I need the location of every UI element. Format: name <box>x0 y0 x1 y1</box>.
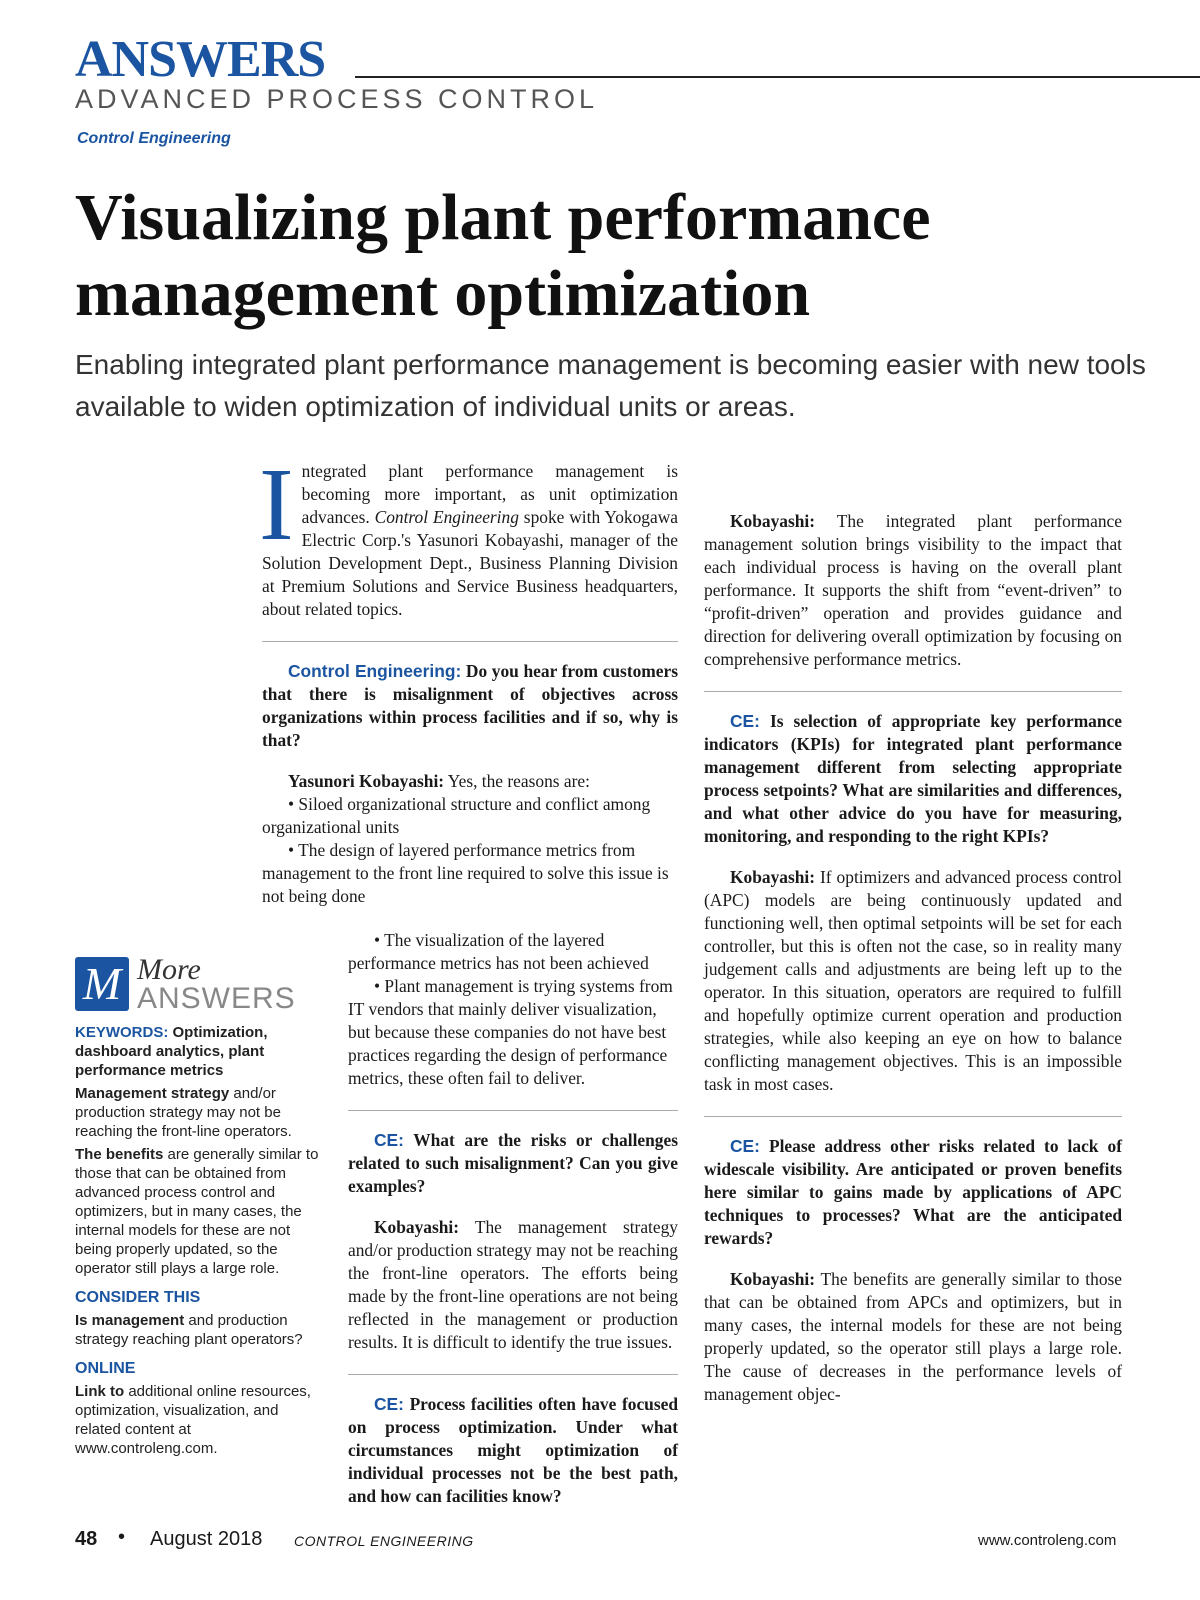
article-column-right <box>704 466 1122 1406</box>
answer-1-bullet: • The visualization of the layered performance metrics has not been achieved <box>348 930 649 973</box>
question-label: CE: <box>374 1394 404 1414</box>
divider <box>348 1374 678 1375</box>
intro-publication: Control Engineering <box>374 507 519 527</box>
answer-text: Yes, the reasons are: <box>444 771 590 791</box>
sidebar-bold: Is management <box>75 1312 185 1329</box>
answer-speaker: Kobayashi: <box>730 867 816 887</box>
sidebar-text: and production strategy reaching plant operators? <box>75 1312 303 1348</box>
issue-date: August 2018 <box>150 1528 263 1550</box>
more-answers-m-icon: M <box>75 957 129 1011</box>
question-text: What are the risks or challenges related to such misalignment? Can you give examples? <box>348 1130 678 1196</box>
answer-text: If optimizers and advanced process control (APC) models are being continuously updated and functioning well, then optimal setpoints will be set for each controller, but this is often not the case, so in reality many judgement calls and adjustments are being left up to the operator. In this situation, operators are required to fulfill and hopefully optimize current operation and production strategies, while also keeping an eye on how to balance conflicting management objectives. This is an impossible task in most cases. <box>704 867 1122 1094</box>
question-1 <box>262 660 678 752</box>
keywords-text: Optimization, dashboard analytics, plant performance metrics <box>75 1024 268 1079</box>
answer-4 <box>704 866 1122 1096</box>
question-text: Please address other risks related to lack of widescale visibility. Are anticipated or proven benefits here similar to gains made by applications of APC techniques to processes? What are the anticipated rewards? <box>704 1136 1122 1248</box>
section-title: ANSWERS <box>75 31 326 88</box>
divider <box>348 1110 678 1111</box>
page-number: 48 <box>75 1528 98 1550</box>
divider <box>704 691 1122 692</box>
question-label: CE: <box>730 711 760 731</box>
keywords-label: KEYWORDS: <box>75 1024 169 1041</box>
header-rule <box>355 76 1200 78</box>
publication-label: Control Engineering <box>77 130 231 147</box>
section-subtitle: ADVANCED PROCESS CONTROL <box>75 84 599 114</box>
article-headline: Visualizing plant performance management optimization <box>75 181 931 330</box>
divider <box>704 1116 1122 1117</box>
answer-2 <box>348 1216 678 1354</box>
intro-paragraph <box>259 447 678 621</box>
logo-more-text: More <box>137 953 201 986</box>
question-4 <box>704 710 1122 848</box>
answer-3 <box>704 510 1122 671</box>
sidebar-bold: The benefits <box>75 1146 164 1163</box>
sidebar-text: are generally similar to those that can be obtained from advanced process control and optimizers, but in many cases, the internal models for these are not being properly updated, so the operator still plays a large role. <box>75 1146 319 1277</box>
footer-bullet: • <box>118 1526 126 1548</box>
question-label: CE: <box>374 1130 404 1150</box>
sidebar-text: and/or production strategy may not be reaching the front-line operators. <box>75 1085 292 1140</box>
article-deck: Enabling integrated plant performance management is becoming easier with new tools available to widen optimization of individual units or areas. <box>75 349 1146 422</box>
question-text: Is selection of appropriate key performance indicators (KPIs) for integrated plant performance management different from selecting appropriate process setpoints? What are similarities and differences, and what other advice do you have for measuring, monitoring, and responding to the right KPIs? <box>704 711 1122 846</box>
answer-1-bullet: • Siloed organizational structure and conflict among organizational units <box>262 794 651 837</box>
magazine-name: CONTROL ENGINEERING <box>294 1533 474 1549</box>
answer-speaker: Kobayashi: <box>730 1269 816 1289</box>
divider <box>262 641 678 642</box>
answer-speaker: Yasunori Kobayashi: <box>288 771 445 791</box>
sidebar-paragraph <box>75 1311 320 1349</box>
sidebar-bold: Management strategy <box>75 1085 230 1102</box>
question-3 <box>348 1393 678 1508</box>
logo-answers-text: ANSWERS <box>137 982 296 1015</box>
answer-5 <box>704 1268 1122 1406</box>
article-column-middle-lower <box>348 929 678 1508</box>
answer-1 <box>262 770 678 793</box>
sidebar-text: additional online resources, optimization, visualization, and related content at www.controleng.com. <box>75 1383 311 1457</box>
intro-text-end: spoke with Yokogawa Electric Corp.'s Yasunori Kobayashi, manager of the Solution Development Dept., Business Planning Division at Premium Solutions and Service Business headquarters, about related topics. <box>262 507 678 619</box>
drop-cap: I <box>259 447 294 562</box>
consider-this-heading: CONSIDER THIS <box>75 1289 201 1306</box>
answer-text: The management strategy and/or production strategy may not be reaching the front-line operators. The efforts being made by the front-line operations are not being reflected in the management or production results. It is difficult to identify the true issues. <box>348 1217 678 1352</box>
question-text: Do you hear from customers that there is misalignment of objectives across organizations within process facilities and if so, why is that? <box>262 661 678 750</box>
sidebar-paragraph <box>75 1382 320 1458</box>
website-url: www.controleng.com <box>978 1532 1117 1549</box>
article-column-middle <box>259 447 678 908</box>
answer-1-bullet: • Plant management is trying systems from IT vendors that mainly deliver visualization, but because these companies do not have best practices regarding the design of performance metrics, these often fail to deliver. <box>348 976 673 1088</box>
sidebar-paragraph <box>75 1145 320 1278</box>
more-answers-logo <box>75 955 320 1015</box>
answer-text: The integrated plant performance management solution brings visibility to the impact that each individual process is having on the overall plant performance. It supports the shift from “event-driven” to “profit-driven” operation and provides guidance and direction for delivering overall optimization by focusing on comprehensive performance metrics. <box>704 511 1122 669</box>
question-label: CE: <box>730 1136 760 1156</box>
sidebar-bold: Link to <box>75 1383 125 1400</box>
question-label: Control Engineering: <box>288 661 462 681</box>
answer-text: The benefits are generally similar to those that can be obtained from APCs and optimizers, but in many cases, the internal models for these are not being properly updated, so the operator still plays a large role. The cause of decreases in the performance levels of management objec- <box>704 1269 1122 1404</box>
question-5 <box>704 1135 1122 1250</box>
sidebar-paragraph <box>75 1084 320 1141</box>
question-text: Process facilities often have focused on process optimization. Under what circumstances might optimization of individual processes not be the best path, and how can facilities know? <box>348 1394 678 1506</box>
answer-speaker: Kobayashi: <box>730 511 816 531</box>
answer-speaker: Kobayashi: <box>374 1217 460 1237</box>
answer-1-bullet: • The design of layered performance metrics from management to the front line required to solve this issue is not being done <box>262 840 669 906</box>
question-2 <box>348 1129 678 1198</box>
intro-text: ntegrated plant performance management is becoming more important, as unit optimization advances. <box>301 461 678 527</box>
more-answers-sidebar <box>75 955 320 1458</box>
online-heading: ONLINE <box>75 1360 136 1377</box>
sidebar-keywords <box>75 1023 320 1080</box>
